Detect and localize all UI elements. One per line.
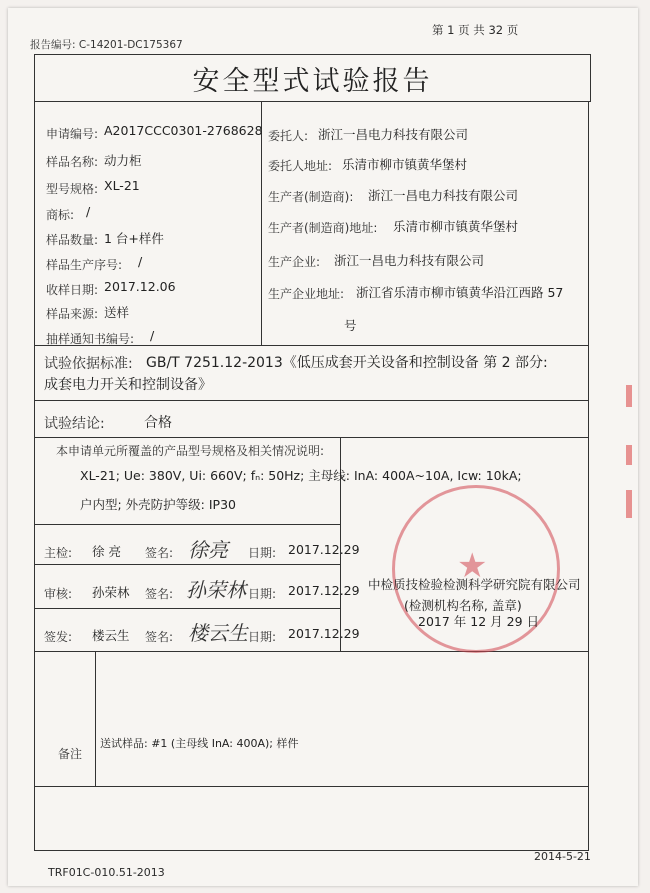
handwritten-signature: 徐亮 xyxy=(188,538,228,562)
signature-label: 签名: xyxy=(145,587,174,601)
producer-label: 生产者(制造商): xyxy=(268,190,354,204)
serial: / xyxy=(138,254,143,269)
conclusion-label: 试验结论: xyxy=(44,416,105,432)
divider xyxy=(35,564,340,565)
signature-role: 签发: xyxy=(44,630,73,644)
standard-line1: GB/T 7251.12-2013《低压成套开关设备和控制设备 第 2 部分: xyxy=(146,355,548,371)
factory-label: 生产企业: xyxy=(268,255,321,269)
divider xyxy=(35,437,588,438)
report-title: 安全型式试验报告 xyxy=(34,54,591,102)
factory-address-line1: 浙江省乐清市柳市镇黄华沿江西路 57 xyxy=(356,285,564,300)
edge-mark xyxy=(626,445,632,465)
standard-line2: 成套电力开关和控制设备》 xyxy=(44,377,212,393)
edge-mark xyxy=(626,385,632,407)
signature-date: 2017.12.29 xyxy=(288,626,360,641)
conclusion-value: 合格 xyxy=(144,415,172,431)
application-no-label: 申请编号: xyxy=(46,127,99,141)
sampling-notice-label: 抽样通知书编号: xyxy=(46,332,135,346)
trademark: / xyxy=(86,204,91,219)
sample-source-label: 样品来源: xyxy=(46,307,99,321)
client-address-label: 委托人地址: xyxy=(268,159,333,173)
serial-label: 样品生产序号: xyxy=(46,258,123,272)
page-info: 第 1 页 共 32 页 xyxy=(432,23,519,37)
received-date-label: 收样日期: xyxy=(46,283,99,297)
divider xyxy=(35,608,340,609)
model-label: 型号规格: xyxy=(46,182,99,196)
trademark-label: 商标: xyxy=(46,208,75,222)
form-number: TRF01C-010.51-2013 xyxy=(48,866,165,879)
report-number-label: 报告编号: xyxy=(30,39,76,51)
signature-role: 审核: xyxy=(44,587,73,601)
report-number-value: C-14201-DC175367 xyxy=(78,39,183,51)
version-date: 2014-5-21 xyxy=(534,850,591,863)
factory: 浙江一昌电力科技有限公司 xyxy=(334,253,485,268)
coverage-line1: XL-21; Ue: 380V, Ui: 660V; fₙ: 50Hz; 主母线: InA: 400A~10A, Icw: 10kA; xyxy=(80,468,522,483)
handwritten-signature: 楼云生 xyxy=(188,621,248,645)
divider xyxy=(35,651,588,652)
signature-date: 2017.12.29 xyxy=(288,542,360,557)
org-note: (检测机构名称, 盖章) xyxy=(404,598,522,613)
application-no: A2017CCC0301-2768628 xyxy=(104,123,263,138)
signature-name: 徐 亮 xyxy=(92,544,121,559)
quantity-label: 样品数量: xyxy=(46,233,99,247)
divider xyxy=(35,786,588,787)
edge-mark xyxy=(626,490,632,518)
sample-source: 送样 xyxy=(104,305,130,320)
client: 浙江一昌电力科技有限公司 xyxy=(318,127,469,142)
org-name: 中检质技检验检测科学研究院有限公司 xyxy=(368,577,581,592)
report-number xyxy=(30,37,183,52)
date-label: 日期: xyxy=(248,630,277,644)
signature-label: 签名: xyxy=(145,546,174,560)
signature-role: 主检: xyxy=(44,546,73,560)
signature-date: 2017.12.29 xyxy=(288,583,360,598)
factory-address-line2: 号 xyxy=(344,318,357,333)
producer-address-label: 生产者(制造商)地址: xyxy=(268,221,378,235)
sample-name: 动力柜 xyxy=(104,153,142,168)
quantity: 1 台+样件 xyxy=(104,231,164,246)
divider xyxy=(95,651,96,786)
remarks-text: 送试样品: #1 (主母线 InA: 400A); 样件 xyxy=(100,737,299,750)
client-address: 乐清市柳市镇黄华堡村 xyxy=(342,157,468,172)
seal-star-icon: ★ xyxy=(457,546,488,586)
divider xyxy=(35,400,588,401)
received-date: 2017.12.06 xyxy=(104,279,176,294)
date-label: 日期: xyxy=(248,587,277,601)
standard-label: 试验依据标准: xyxy=(44,356,133,372)
producer-address: 乐清市柳市镇黄华堡村 xyxy=(393,219,519,234)
handwritten-signature: 孙荣林 xyxy=(186,578,246,602)
org-date: 2017 年 12 月 29 日 xyxy=(418,614,539,629)
client-label: 委托人: xyxy=(268,129,309,143)
remarks-label: 备注 xyxy=(58,747,83,761)
divider xyxy=(35,524,340,525)
factory-address-label: 生产企业地址: xyxy=(268,287,345,301)
signature-name: 楼云生 xyxy=(92,628,130,643)
signature-label: 签名: xyxy=(145,630,174,644)
signature-name: 孙荣林 xyxy=(92,585,130,600)
sample-name-label: 样品名称: xyxy=(46,155,99,169)
coverage-line2: 户内型; 外壳防护等级: IP30 xyxy=(80,497,237,512)
coverage-intro: 本申请单元所覆盖的产品型号规格及相关情况说明: xyxy=(56,444,325,458)
producer: 浙江一昌电力科技有限公司 xyxy=(368,188,519,203)
date-label: 日期: xyxy=(248,546,277,560)
model: XL-21 xyxy=(104,178,140,193)
sampling-notice: / xyxy=(150,328,155,343)
